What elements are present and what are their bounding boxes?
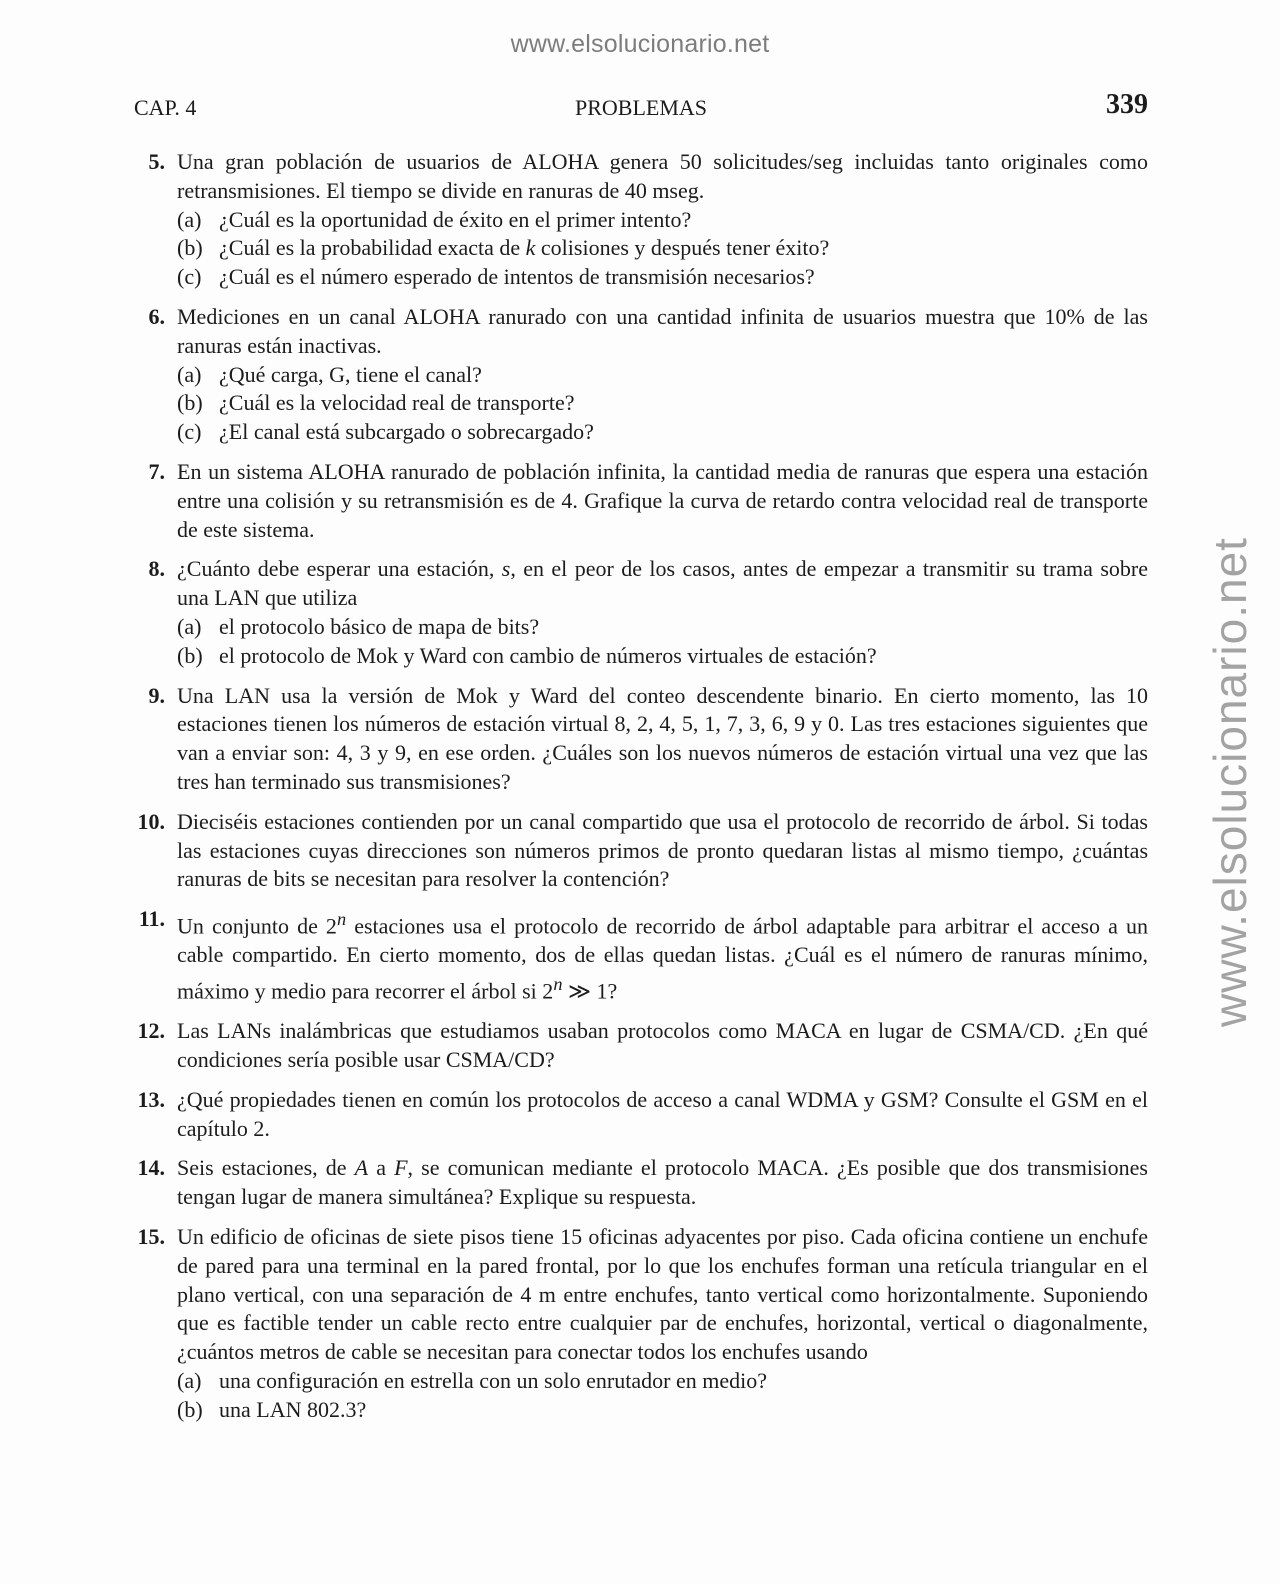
- problem-item: [134, 1154, 1148, 1212]
- subitem-label: (b): [177, 390, 203, 416]
- subitem-text: ¿Cuál es la oportunidad de éxito en el primer intento?: [219, 206, 692, 232]
- problem-number: 15.: [137, 1223, 165, 1249]
- subitem-label: (b): [177, 1396, 203, 1422]
- problem-item: [134, 1223, 1148, 1425]
- subitem-text: una LAN 802.3?: [219, 1396, 367, 1422]
- problem-number: 6.: [148, 303, 165, 329]
- problem-subitem: [177, 1396, 1148, 1425]
- problem-subitem: [177, 613, 1148, 642]
- problem-number: 13.: [137, 1086, 165, 1112]
- subitem-text: ¿Cuál es la velocidad real de transporte?: [219, 390, 575, 416]
- problem-subitem: [177, 361, 1148, 390]
- chapter-label: CAP. 4: [134, 95, 197, 120]
- problem-number: 7.: [148, 458, 165, 484]
- problem-subitem: [177, 206, 1148, 235]
- subitem-label: (c): [177, 419, 202, 445]
- subitem-text: el protocolo básico de mapa de bits?: [219, 613, 540, 639]
- problem-item: [134, 1017, 1148, 1075]
- subitem-label: (a): [177, 361, 202, 387]
- problem-text: En un sistema ALOHA ranurado de población infinita, la cantidad media de ranuras que espera una estación entre una colisión y su retransmisión es de 4. Grafique la curva de retardo contra velocidad real de transporte de este sistema.: [177, 458, 1148, 542]
- subitem-text: una configuración en estrella con un solo enrutador en medio?: [219, 1367, 767, 1393]
- problem-number: 5.: [148, 149, 165, 174]
- problem-item: [134, 905, 1148, 1006]
- problem-number: 10.: [137, 808, 165, 834]
- problem-text: Mediciones en un canal ALOHA ranurado con una cantidad infinita de usuarios muestra que 10% de las ranuras están inactivas.: [177, 303, 1148, 358]
- subitem-label: (a): [177, 613, 202, 639]
- watermark-side: www.elsolucionario.net: [1204, 537, 1256, 1027]
- problem-number: 11.: [138, 906, 165, 932]
- problem-text: Las LANs inalámbricas que estudiamos usaban protocolos como MACA en lugar de CSMA/CD. ¿En qué condiciones sería posible usar CSMA/CD?: [177, 1018, 1148, 1072]
- problem-text: Seis estaciones, de A a F, se comunican mediante el protocolo MACA. ¿Es posible que dos transmisiones tengan lugar de manera simultánea? Explique su respuesta.: [177, 1155, 1148, 1210]
- subitem-text: ¿Cuál es el número esperado de intentos de transmisión necesarios?: [219, 264, 815, 290]
- problem-subitem: [177, 418, 1148, 447]
- problem-item: [134, 682, 1148, 797]
- watermark-top: www.elsolucionario.net: [510, 30, 770, 58]
- problem-list: [134, 148, 1148, 1436]
- subitem-text: ¿Cuál es la probabilidad exacta de k colisiones y después tener éxito?: [219, 235, 830, 261]
- problem-item: [134, 458, 1148, 544]
- subitem-label: (a): [177, 206, 202, 232]
- problem-subitem: [177, 1367, 1148, 1396]
- problem-item: [134, 303, 1148, 447]
- problem-text: ¿Cuánto debe esperar una estación, s, en el peor de los casos, antes de empezar a transmitir su trama sobre una LAN que utiliza: [177, 556, 1148, 611]
- problem-text: Una gran población de usuarios de ALOHA genera 50 solicitudes/seg incluidas tanto originales como retransmisiones. El tiempo se divide en ranuras de 40 mseg.: [177, 149, 1148, 203]
- problem-text: Dieciséis estaciones contienden por un canal compartido que usa el protocolo de recorrido de árbol. Si todas las estaciones cuyas direcciones son números primos de pronto quedaran listas al mismo tiempo, ¿cuántas ranuras de bits se necesitan para resolver la contención?: [177, 808, 1148, 892]
- running-head: [134, 89, 1148, 126]
- subitem-text: ¿El canal está subcargado o sobrecargado?: [219, 419, 594, 445]
- problem-number: 8.: [148, 556, 165, 582]
- problem-number: 14.: [137, 1155, 165, 1181]
- problem-subitem: [177, 234, 1148, 263]
- problem-subitem: [177, 263, 1148, 292]
- problem-number: 9.: [148, 682, 165, 708]
- problem-subitem: [177, 389, 1148, 418]
- subitem-text: el protocolo de Mok y Ward con cambio de números virtuales de estación?: [219, 642, 877, 668]
- subitem-label: (c): [177, 264, 202, 290]
- subitem-label: (a): [177, 1367, 202, 1393]
- problem-item: [134, 1086, 1148, 1144]
- problem-item: [134, 148, 1148, 292]
- subitem-label: (b): [177, 235, 203, 261]
- problem-item: [134, 808, 1148, 894]
- problem-number: 12.: [137, 1018, 165, 1044]
- problem-text: Un edificio de oficinas de siete pisos tiene 15 oficinas adyacentes por piso. Cada oficina contiene un enchufe de pared para una terminal en la pared frontal, por lo que los enchufes forman una retícula triangular en el plano vertical, con una separación de 4 m entre enchufes, tanto vertical como horizontalmente. Suponiendo que es factible tender un cable recto entre cualquier par de enchufes, horizontal, vertical o diagonalmente, ¿cuántos metros de cable se necesitan para conectar todos los enchufes usando: [177, 1223, 1148, 1365]
- subitem-label: (b): [177, 642, 203, 668]
- problem-text: Una LAN usa la versión de Mok y Ward del conteo descendente binario. En cierto momento, las 10 estaciones tienen los números de estación virtual 8, 2, 4, 5, 1, 7, 3, 6, 9 y 0. Las tres estaciones siguientes que van a enviar son: 4, 3 y 9, en ese orden. ¿Cuáles son los nuevos números de estación virtual una vez que las tres han terminado sus transmisiones?: [177, 682, 1148, 794]
- problem-subitem: [177, 642, 1148, 671]
- page-number: 339: [1106, 89, 1148, 120]
- problem-item: [134, 555, 1148, 670]
- section-title: PROBLEMAS: [574, 95, 708, 120]
- problem-text: ¿Qué propiedades tienen en común los protocolos de acceso a canal WDMA y GSM? Consulte el GSM en el capítulo 2.: [177, 1086, 1148, 1141]
- problem-text: Un conjunto de 2$^n$ estaciones usa el protocolo de recorrido de árbol adaptable para arbitrar el acceso a un cable compartido. En cierto momento, dos de ellas quedan listas. ¿Cuál es el número de ranuras mínimo, máximo y medio para recorrer el árbol si 2$^n$ ≫ 1?: [177, 909, 1148, 1004]
- subitem-text: ¿Qué carga, G, tiene el canal?: [219, 361, 482, 387]
